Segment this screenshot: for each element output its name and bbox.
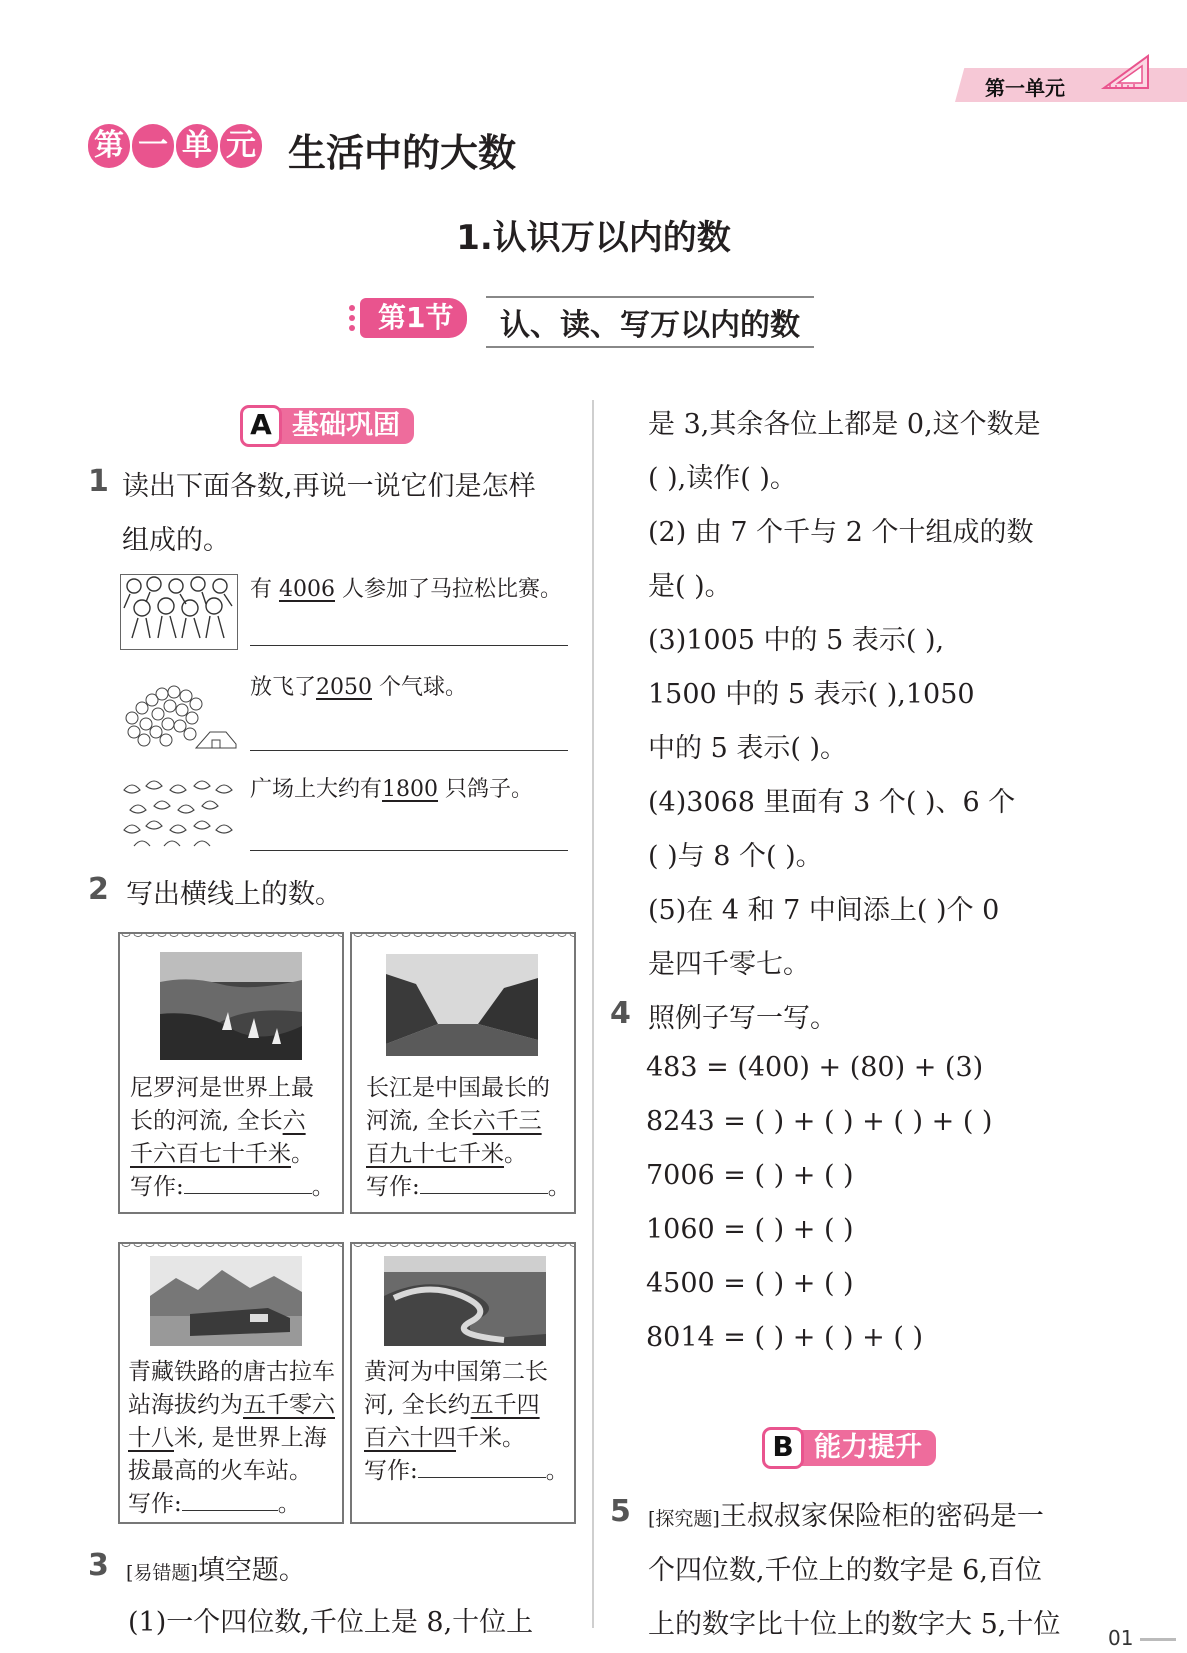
q1-answer-line-3[interactable] bbox=[250, 850, 568, 851]
nile-text: 尼罗河是世界上最 长的河流, 全长六 千六百七十千米。 写作: 。 bbox=[130, 1072, 340, 1204]
q1-number: 1 bbox=[88, 464, 109, 499]
pigeons-image bbox=[120, 776, 238, 854]
unit-badge bbox=[88, 124, 262, 168]
unit-badge-char: 单 bbox=[176, 124, 218, 168]
q1-item-3 bbox=[250, 772, 533, 803]
q1-answer-line-2[interactable] bbox=[250, 750, 568, 751]
card-scallop-decoration bbox=[120, 932, 342, 942]
yangtze-text: 长江是中国最长的 河流, 全长六千三 百九十七千米。 写作: 。 bbox=[366, 1072, 576, 1204]
railway-underlined-2: 十八 bbox=[128, 1425, 174, 1451]
section-dots-icon bbox=[348, 302, 356, 334]
railway-line-4: 拔最高的火车站。 bbox=[128, 1458, 312, 1484]
q5-line-1 bbox=[648, 1494, 1044, 1533]
yangtze-line-1: 长江是中国最长的 bbox=[366, 1075, 550, 1101]
q5-tag: [探究题] bbox=[648, 1508, 720, 1530]
yellow-river-underlined-1: 五千四 bbox=[470, 1392, 540, 1418]
q3-line-6[interactable]: (3)1005 中的 5 表示( ), bbox=[648, 625, 945, 656]
q3-line-3[interactable]: ( ),读作( )。 bbox=[648, 463, 797, 494]
q2-card-yangtze bbox=[350, 932, 576, 1214]
yellow-river-answer-blank[interactable] bbox=[418, 1477, 546, 1478]
yangtze-line-2: 河流, 全长 bbox=[366, 1108, 473, 1134]
unit-title: 生活中的大数 bbox=[288, 131, 517, 175]
q4-line-8014[interactable]: 8014 = ( ) + ( ) + ( ) bbox=[646, 1322, 924, 1353]
q4-line-8243[interactable]: 8243 = ( ) + ( ) + ( ) + ( ) bbox=[646, 1106, 993, 1137]
q1-item-2-pre: 放飞了 bbox=[250, 675, 317, 700]
railway-write-label: 写作: bbox=[128, 1491, 182, 1517]
q3-line-1: (1)一个四位数,千位上是 8,十位上 bbox=[128, 1607, 534, 1638]
q1-item-1-post: 人参加了马拉松比赛。 bbox=[335, 577, 562, 602]
triangle-ruler-icon bbox=[1100, 52, 1152, 96]
nile-answer-blank[interactable] bbox=[184, 1193, 312, 1194]
q3-line-9[interactable]: (4)3068 里面有 3 个( )、6 个 bbox=[648, 787, 1016, 818]
card-scallop-decoration bbox=[352, 932, 574, 942]
nile-line-1: 尼罗河是世界上最 bbox=[130, 1075, 314, 1101]
q1-text-line1: 读出下面各数,再说一说它们是怎样 bbox=[122, 471, 536, 502]
nile-river-photo bbox=[160, 952, 302, 1060]
yellow-river-text bbox=[364, 1356, 578, 1488]
q3-tag: [易错题] bbox=[126, 1562, 198, 1584]
balloons-image bbox=[120, 678, 238, 754]
railway-underlined-1: 五千零六 bbox=[243, 1392, 335, 1418]
nile-underlined-2: 千六百七十千米 bbox=[130, 1141, 291, 1167]
q3-line-5[interactable]: 是( )。 bbox=[648, 571, 732, 602]
nile-line-2: 长的河流, 全长 bbox=[130, 1108, 283, 1134]
yellow-river-photo bbox=[384, 1256, 546, 1346]
section-a-letter: A bbox=[240, 405, 282, 447]
q1-item-2-number: 2050 bbox=[316, 675, 373, 700]
q1-item-2 bbox=[250, 670, 467, 701]
yangtze-answer-blank[interactable] bbox=[420, 1193, 548, 1194]
section-title: 认、读、写万以内的数 bbox=[486, 296, 814, 348]
q3-line-12: 是四千零七。 bbox=[648, 949, 810, 980]
section-b-header bbox=[762, 1428, 936, 1468]
q1-item-1-pre: 有 bbox=[250, 577, 279, 602]
q3-text: 填空题。 bbox=[197, 1555, 306, 1586]
q3-line-10[interactable]: ( )与 8 个( )。 bbox=[648, 841, 823, 872]
q3-line-8[interactable]: 中的 5 表示( )。 bbox=[648, 733, 847, 764]
q3-line-7[interactable]: 1500 中的 5 表示( ),1050 bbox=[648, 679, 975, 710]
section-b-letter: B bbox=[762, 1427, 804, 1469]
q3-heading bbox=[126, 1548, 306, 1587]
q4-text: 照例子写一写。 bbox=[648, 1003, 837, 1034]
q1-text-line2: 组成的。 bbox=[122, 525, 230, 556]
q5-number: 5 bbox=[610, 1494, 631, 1529]
railway-text bbox=[128, 1356, 344, 1521]
q1-item-1-number: 4006 bbox=[279, 577, 335, 602]
yangtze-underlined-1: 六千三 bbox=[472, 1108, 542, 1134]
q3-line-2: 是 3,其余各位上都是 0,这个数是 bbox=[648, 409, 1041, 440]
q5-text-1: 王叔叔家保险柜的密码是一 bbox=[719, 1501, 1044, 1532]
railway-end: 。 bbox=[277, 1491, 301, 1517]
q3-line-11[interactable]: (5)在 4 和 7 中间添上( )个 0 bbox=[648, 895, 1000, 926]
q2-text: 写出横线上的数。 bbox=[126, 879, 342, 910]
q5-line-2: 个四位数,千位上的数字是 6,百位 bbox=[648, 1555, 1042, 1586]
card-scallop-decoration bbox=[352, 1242, 574, 1252]
nile-end: 。 bbox=[311, 1174, 335, 1200]
q1-item-2-post: 个气球。 bbox=[372, 675, 468, 700]
unit-badge-char: 第 bbox=[88, 124, 130, 168]
q3-number: 3 bbox=[88, 1548, 109, 1583]
railway-answer-blank[interactable] bbox=[182, 1510, 278, 1511]
yellow-river-line-3: 千米。 bbox=[456, 1425, 525, 1451]
yangtze-river-photo bbox=[386, 954, 538, 1056]
q2-card-nile bbox=[118, 932, 344, 1214]
unit-badge-char: 元 bbox=[220, 124, 262, 168]
yangtze-underlined-2: 百九十七千米 bbox=[366, 1141, 504, 1167]
railway-line-3: 米, 是世界上海 bbox=[174, 1425, 327, 1451]
q4-line-4500[interactable]: 4500 = ( ) + ( ) bbox=[646, 1268, 854, 1299]
q1-answer-line-1[interactable] bbox=[250, 645, 568, 646]
q2-card-railway bbox=[118, 1242, 344, 1524]
marathon-runners-image bbox=[120, 574, 238, 654]
q1-item-3-pre: 广场上大约有 bbox=[250, 777, 383, 802]
yellow-river-line-1: 黄河为中国第二长 bbox=[364, 1359, 548, 1385]
section-a-header bbox=[240, 406, 414, 446]
q2-card-yellow-river bbox=[350, 1242, 576, 1524]
q4-number: 4 bbox=[610, 996, 631, 1031]
yangtze-end: 。 bbox=[547, 1174, 571, 1200]
yangtze-write-label: 写作: bbox=[366, 1174, 420, 1200]
nile-underlined-1: 六 bbox=[282, 1108, 306, 1134]
q5-line-3: 上的数字比十位上的数字大 5,十位 bbox=[648, 1609, 1061, 1640]
page-number: 01 bbox=[1108, 1626, 1134, 1650]
yellow-river-end: 。 bbox=[545, 1458, 569, 1484]
railway-line-1: 青藏铁路的唐古拉车 bbox=[128, 1359, 335, 1385]
page-number-decoration bbox=[1140, 1638, 1176, 1641]
q4-line-1060[interactable]: 1060 = ( ) + ( ) bbox=[646, 1214, 854, 1245]
q1-item-3-number: 1800 bbox=[382, 777, 439, 802]
q4-line-7006[interactable]: 7006 = ( ) + ( ) bbox=[646, 1160, 854, 1191]
q1-item-3-post: 只鸽子。 bbox=[438, 777, 534, 802]
unit-badge-char: 一 bbox=[132, 124, 174, 168]
yellow-river-underlined-2: 百六十四 bbox=[364, 1425, 456, 1451]
column-divider bbox=[592, 400, 594, 1628]
unit-tab-label: 第一单元 bbox=[985, 76, 1065, 100]
yellow-river-line-2: 河, 全长约 bbox=[364, 1392, 471, 1418]
q4-example: 483 = (400) + (80) + (3) bbox=[646, 1052, 984, 1083]
card-scallop-decoration bbox=[120, 1242, 342, 1252]
tanggula-train-photo bbox=[150, 1256, 302, 1346]
nile-write-label: 写作: bbox=[130, 1174, 184, 1200]
section-a-label: 基础巩固 bbox=[278, 408, 414, 444]
q3-line-4: (2) 由 7 个千与 2 个十组成的数 bbox=[648, 517, 1034, 548]
section-b-label: 能力提升 bbox=[800, 1430, 936, 1466]
q2-number: 2 bbox=[88, 872, 109, 907]
q1-item-1 bbox=[250, 572, 562, 603]
yellow-river-write-label: 写作: bbox=[364, 1458, 418, 1484]
section-badge: 第1节 bbox=[360, 298, 467, 338]
railway-line-2: 站海拔约为 bbox=[128, 1392, 243, 1418]
lesson-title: 1.认识万以内的数 bbox=[456, 218, 731, 258]
